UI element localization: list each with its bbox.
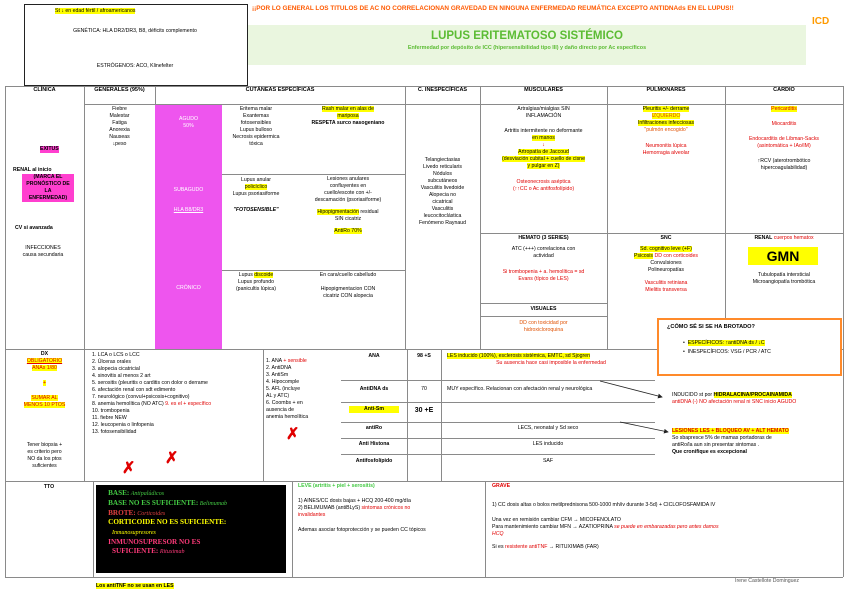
infecciones: INFECCIONES causa secundaria [22, 245, 64, 259]
cronico-label: CRÓNICO [176, 285, 201, 291]
renal-inicio: RENAL al inicio [13, 167, 52, 173]
ac-desc: MUY específico. Relacionan con afectación renal y neurológica [447, 386, 593, 392]
cross-mark-icon: ✗ [165, 450, 179, 467]
gmn-label: GMN [748, 247, 818, 265]
ac-name: Anti-Sm [349, 406, 399, 413]
cronico-lesions: En cara/cuello cabelludo Hipopigmentacion CON cicatriz CON alopecia [319, 272, 377, 300]
renal-content: Tubulopatía intersticial Microangiopatía trombótica [752, 272, 816, 286]
ac-name: Anti Histona [358, 441, 390, 447]
ac-name: AntiDNA ds [359, 386, 389, 392]
visuales-content: DD con toxicidad por hidroxicloroquina [519, 320, 568, 334]
renal-title: RENAL cuerpos hematox [754, 235, 814, 241]
icd-label: ICD [812, 16, 830, 27]
musculares-content: Artralgias/mialgias SIN INFLAMACIÓN Artritis intermitente no deformante en manos ↓ Artropatía de Jaccoud (desviación cubital + cuello de cisne y pulgar en Z) Osteonecrosis aséptica (↑↑CC o Ac antifosfolípido) [502, 106, 585, 193]
header-musculares: MUSCULARES [524, 87, 563, 93]
brote-question: ¿CÓMO SÉ SI SE HA BROTADO? [667, 324, 755, 330]
ac-desc: LES inducido [532, 441, 564, 447]
header-pulmonares: PULMONARES [646, 87, 686, 93]
ac-name: ANA [368, 353, 380, 359]
agudo-label: AGUDO 50% [178, 116, 199, 130]
banner: ¡¡POR LO GENERAL LOS TITULOS DE AC NO CORRELACIONAN GRAVEDAD EN NINGUNA ENFERMEDAD REUMÁTICA EXCEPTO ANTIDNAds EN EL LUPUS!! [252, 5, 734, 12]
dx-biopsia: Tener biopsia + es criterio pero NO da los ptos suficientes [26, 442, 63, 470]
cardio-content: Pericarditis Miocarditis Endocarditis de Libman-Sacks (asintomática + IAo/IM) ↑RCV (aterotrombótico hipercoagulabilidad) [748, 106, 820, 172]
risk-line-1: St ↓ en edad fértil / afroamericanos [55, 8, 136, 14]
snc-content: Sd. cognitivo leve (+F) Psicosis DD con corticoides Convulsiones Polineuropatías Vasculitis retiniana Mielitis transversa [633, 246, 698, 294]
agudo-forms: Eritema malar Exantemas fotosensibles Lupus bulloso Necrosis epidermica tóxica [232, 106, 280, 148]
author-credit: Irene Castellote Dominguez [735, 578, 800, 584]
snc-title: SNC [660, 235, 672, 241]
brote-especificos: • ESPECÍFICOS: ↑antiDNA ds / ↓C [683, 339, 765, 346]
ac-pct: 70 [421, 386, 427, 392]
header-c-inespecificas: C. INESPECÍFICAS [417, 87, 468, 93]
cross-mark-icon: ✗ [122, 460, 136, 477]
ac-pct: 98 +S [417, 353, 431, 359]
header-clinica: CLÍNICA [33, 87, 56, 93]
cronico-forms: Lupus discoide Lupus profundo (panicultis lúpica) [235, 272, 277, 293]
ac-desc: LECS, neonatal y Sd seco [517, 425, 579, 431]
dx-ana-list: 1. ANA + sensible 2. AntiDNA 3. AntiSm 4. Hipocomple 5. AFL (incluye AL y ATC) 6. Coombs + en ausencia de anemia hemolítica [266, 358, 309, 421]
subagudo-forms: Lupus anular policíclico Lupus psoriasiforme "FOTOSENSIBLE" [232, 177, 280, 214]
agudo-rash: Rash malar en alas de mariposa RESPETA surco nasogeniano [311, 106, 385, 127]
dx-obligatorio: OBLIGATORIO ANAs 1/80 + SUMAR AL MENOS 10 PTOS [23, 358, 66, 409]
visuales-title: VISUALES [530, 306, 557, 312]
ac-desc: SAF [542, 458, 554, 464]
ac-desc: LES inducido (100%), esclerosis sistémica, EMTC, sd Sjogren Su ausencia hace casi imposible la enfermedad [447, 353, 606, 367]
exitus-label: EXITUS [40, 146, 59, 152]
tto-grave: GRAVE 1) CC dosis altas o bolos metilprednisona 500-1000 mh/iv durante 3-5d) + CICLOFOSFAMIDA IV Una vez en remisión cambiar CFM → MICOFENOLATO Para mantenimiento cambiar MFN → AZATIOPRINA se puede en embarazadas pero antes damos HCQ Si es resistente antiTNF → RITUXIMAB (FAR) [492, 483, 719, 551]
page-title: LUPUS ERITEMATOSO SISTÉMICO [431, 30, 623, 42]
ac-name: Antifosfolípido [355, 458, 393, 464]
dx-label: DX [40, 351, 49, 357]
hemato-title: HEMATO (3 SERIES) [518, 235, 569, 241]
subagudo-lesions: Lesiones anulares confluyentes en cuello/escote con +/- descamación (psoriasiforme) Hipopigmentación residual SIN cicatriz AntiRo 70% [314, 176, 382, 235]
cv-avanzada: CV si avanzada [15, 225, 53, 231]
marca-pronostico: (MARCA EL PRONÓSTICO DE LA ENFERMEDAD) [22, 174, 74, 202]
page-subtitle: Enfermedad por depósito de ICC (hipersensibilidad tipo III) y daño directo por Ac específicos [407, 45, 647, 51]
header-cutaneas: CUTÁNEAS ESPECÍFICAS [245, 87, 315, 93]
lesiones-note: LESIONES LES + BLOQUEO AV + ALT HEMATO So sbapresce 5% de mamas portadoras de antiRo/la aun sin presentar sintomas . Que cronifique es excepcional [672, 428, 789, 456]
inespecificas-list: Telangiectasias Livedo reticularis Nódulos subcutáneos Vasculitis livedoide Alopecia no cicatrical Vasculitis leucocitoclástica Fenómeno Raynaud [418, 157, 466, 227]
ac-pct: 30 +E [414, 407, 434, 414]
generales-list: Fiebre Malestar Fatiga Anorexia Nauseas ↓peso [109, 106, 130, 148]
risk-line-3: ESTRÓGENOS: ACO, Klinefelter [96, 63, 174, 69]
tto-label: TTO [43, 484, 55, 490]
risk-line-2: GENÉTICA: HLA DR2/DR3, B8, déficits complemento [73, 28, 197, 34]
dx-criterios: 1. LCA o LCS o LCC 2. Úlceras orales 3. alopecia cicatricial 4. sinovitis al menos 2 art 5. serositis (pleuritis o carditis con dolor o derrame 6. afectación renal con sdt edimento 7. neurológico (convul+psicosis+cognitivo) 8. anemia hemolítica (NO ATC) 9. es el + específico 10. trombopenia 11. fiebre NEW 12. leucopenia o linfopenia 13. fotosensibilidad [92, 352, 212, 436]
tto-leve: LEVE (artritis + piel + serositis) 1) AINES/CC dosis bajas + HCQ 200-400 mg/día 2) BELIMUMAB (antiBLyS) sintomas crónicos no invalidantes Ademas asociar fotoprotección y se pueden CC tópicos [298, 483, 426, 534]
tto-black-box: ■ BASE: Antipalúdicos ■ BASE NO ES SUFICIENTE: Belimumab ■ BROTE: Corticoides ■ CORTICOIDE NO ES SUFICIENTE: Inmunosupresores ■ INMUNOSUPRESOR NO ES SUFICIENTE: Rituximab [96, 485, 286, 573]
pulmonares-content: Pleuritis +/- derrame IZQUIERDO Infiltraciones infecciosas "pulmón encogido" Neumonitis lúpica Hemorragia alveolar [637, 106, 695, 157]
brote-inespecificos: • INESPECÍFICOS: VSG / PCR / ATC [683, 348, 771, 355]
hla-b8-label: HLA B8/DR3 [173, 207, 204, 213]
subagudo-label: SUBAGUDO [173, 187, 204, 193]
header-generales: GENERALES (95%) [94, 87, 145, 93]
footer-note: Los antiTNF no se usan en LES [96, 583, 174, 589]
inducido-note: INDUCIDO st por HIDRALACINA/PROCAINAMIDA antiDNA (-) NO afectación renal ni SNC inicio AGUDO [672, 392, 797, 406]
hemato-content: ATC (+++) correlaciona con actividad Si trombopenia + a. hemolítica = sd Evans (típico de LES) [502, 246, 585, 283]
header-cardio: CARDIO [773, 87, 795, 93]
ac-name: antiRo [365, 425, 383, 431]
cross-mark-icon: ✗ [286, 426, 300, 443]
